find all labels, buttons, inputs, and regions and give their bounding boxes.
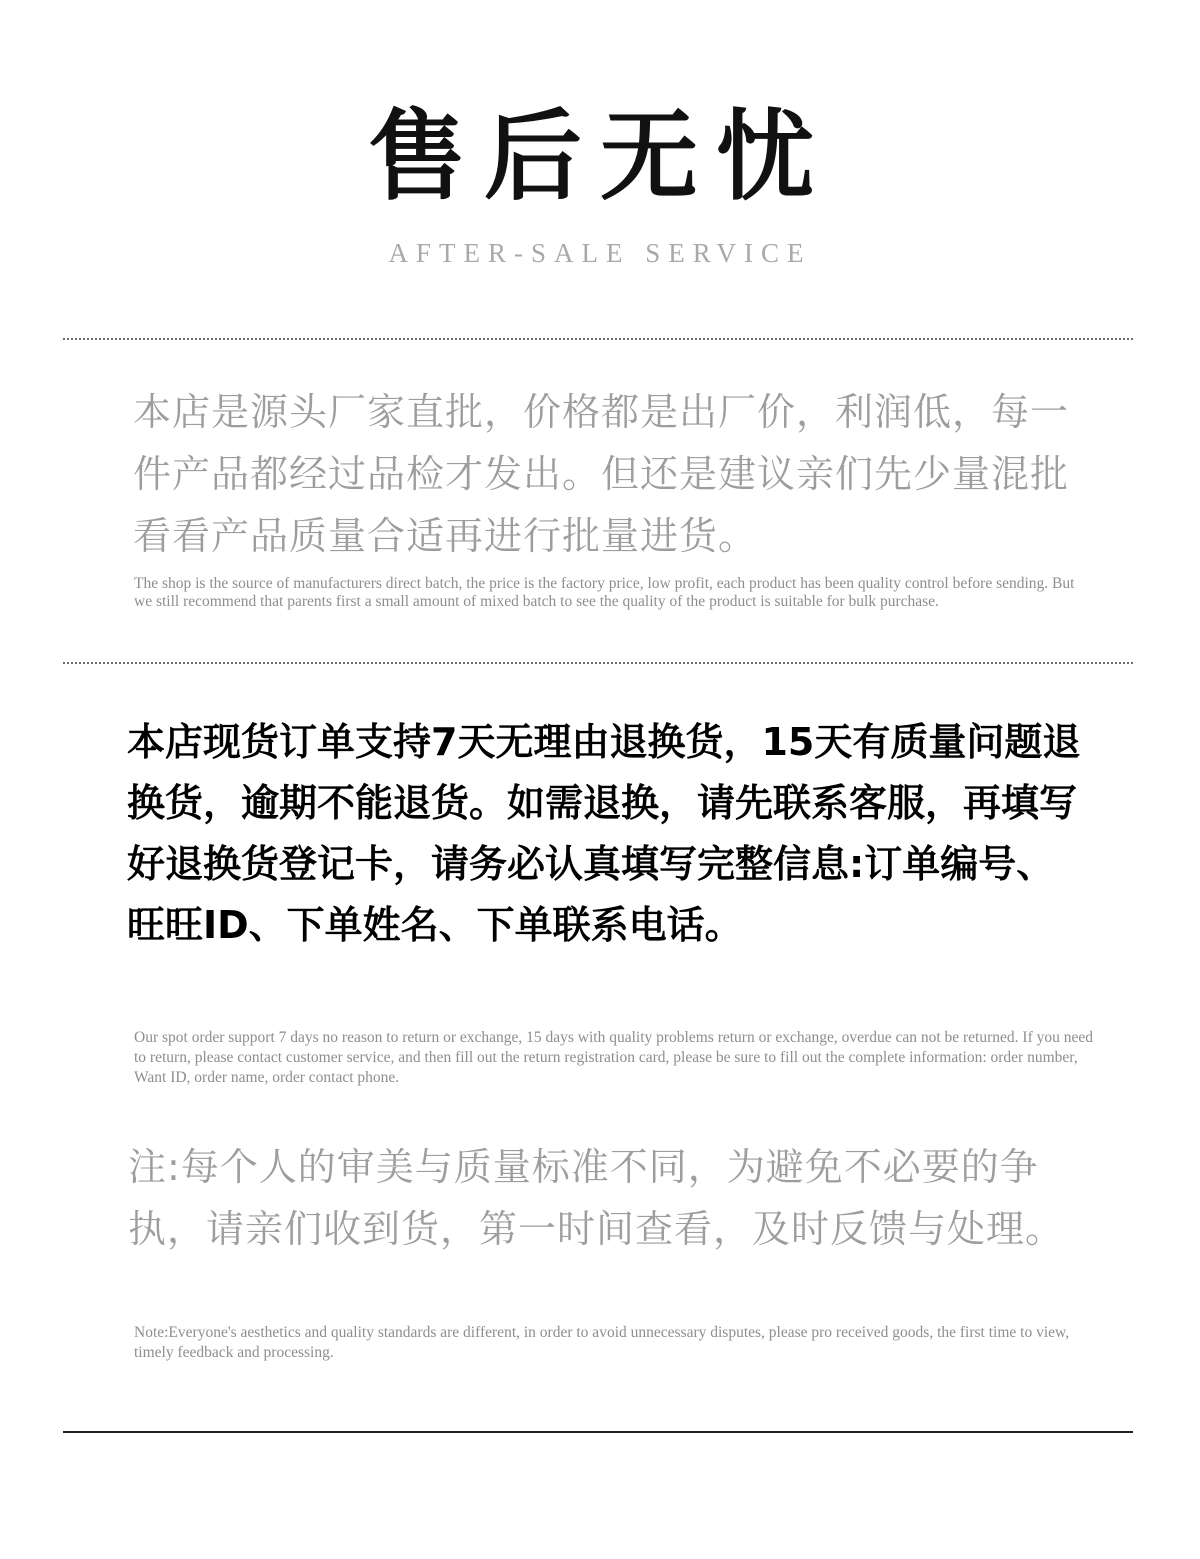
section2-cn-text: 本店现货订单支持7天无理由退换货，15天有质量问题退换货，逾期不能退货。如需退换，请先联系客服，再填写好退换货登记卡，请务必认真填写完整信息:订单编号、旺旺ID、下单姓名、下单联系电话。 — [127, 720, 1081, 947]
page-title: 售后无忧 — [367, 99, 832, 214]
dotted-divider — [63, 662, 1133, 664]
section1-en-text: The shop is the source of manufacturers direct batch, the price is the factory price, low profit, each product has been quality control before sending. But we still recommend that parents first a small amount of mixed batch to see the quality of the product is suitable for bulk purchase. — [134, 575, 1075, 610]
page-subtitle: AFTER-SALE SERVICE — [388, 238, 812, 268]
section2-en-text: Our spot order support 7 days no reason to return or exchange, 15 days with quality problems return or exchange, overdue can not be returned. If you need to return, please contact customer service, and then fill out the return registration card, please be sure to fill out the complete information: order number, Want ID, order name, order contact phone. — [134, 1029, 1093, 1086]
note-cn-text: 注:每个人的审美与质量标准不同，为避免不必要的争执，请亲们收到货，第一时间查看，及时反馈与处理。 — [128, 1145, 1065, 1251]
dotted-divider — [63, 338, 1133, 340]
section1-cn-text: 本店是源头厂家直批，价格都是出厂价，利润低，每一件产品都经过品检才发出。但还是建议亲们先少量混批看看产品质量合适再进行批量进货。 — [133, 390, 1070, 558]
note-en-text: Note:Everyone's aesthetics and quality standards are different, in order to avoid unnecessary disputes, please pro received goods, the first time to view, timely feedback and processing. — [134, 1324, 1070, 1361]
bottom-divider — [63, 1431, 1133, 1433]
